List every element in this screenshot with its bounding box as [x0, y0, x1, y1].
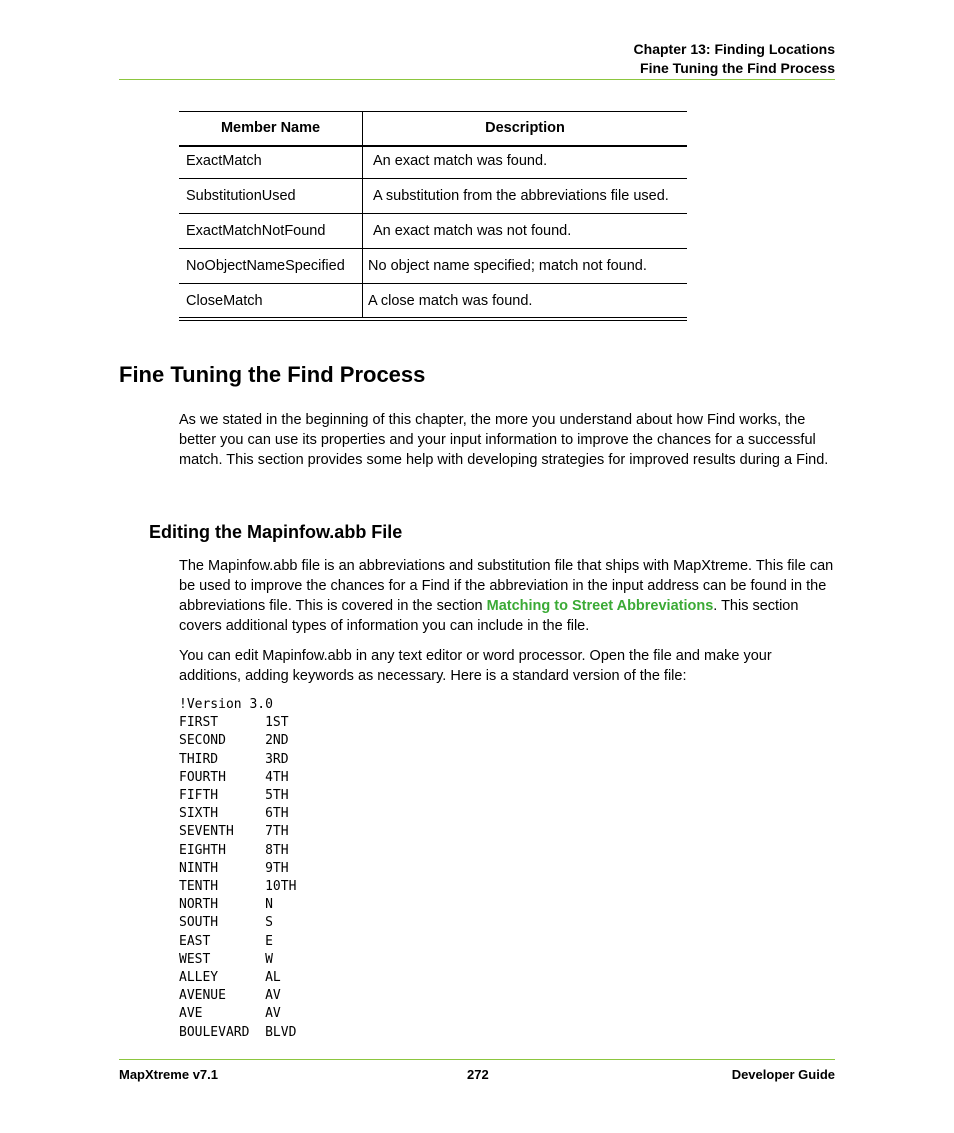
table-row — [179, 284, 687, 319]
table-bottom-border-double — [179, 320, 687, 321]
code-line: NINTH 9TH — [179, 860, 289, 876]
member-table — [179, 111, 687, 318]
table-bottom-border — [179, 317, 687, 318]
code-line: TENTH 10TH — [179, 879, 297, 895]
abb-file-text: The Mapinfow.abb file is an abbreviations and substitution file that ships with MapXtreme. This file can be used to improve the chances for a Find if the abbreviation in the input address can be found in the abbreviations file. This is covered in the section — [179, 558, 834, 614]
table-row — [179, 144, 687, 179]
running-header — [634, 40, 835, 78]
code-line: NORTH N — [179, 897, 273, 913]
member-name-cell: SubstitutionUsed — [179, 179, 363, 214]
description-cell: A close match was found. — [363, 284, 688, 319]
column-header-member-name: Member Name — [179, 111, 363, 144]
page-number: 272 — [467, 1067, 489, 1082]
description-cell: A substitution from the abbreviations file used. — [363, 179, 688, 214]
member-name-cell: NoObjectNameSpecified — [179, 249, 363, 284]
abbreviations-code-listing — [179, 696, 296, 1042]
footer-guide: Developer Guide — [731, 1067, 835, 1082]
code-line: EAST E — [179, 933, 273, 949]
abb-file-text-end: . This section covers additional types of information you can include in the file. — [179, 598, 799, 634]
code-line: BOULEVARD BLVD — [179, 1024, 297, 1040]
section-title: Fine Tuning the Find Process — [119, 362, 426, 387]
edit-file-paragraph: You can edit Mapinfow.abb in any text editor or word processor. Open the file and make your additions, adding keywords as necessary. Here is a standard version of the file: — [179, 648, 772, 684]
code-line: !Version 3.0 — [179, 697, 273, 712]
description-cell: An exact match was not found. — [363, 214, 688, 249]
column-header-description: Description — [485, 119, 565, 136]
header-section: Fine Tuning the Find Process — [640, 60, 835, 76]
member-name-cell: ExactMatch — [179, 144, 363, 179]
code-line: FIFTH 5TH — [179, 788, 289, 804]
abb-file-paragraph — [179, 556, 835, 636]
footer-product: MapXtreme v7.1 — [119, 1067, 218, 1082]
header-rule — [119, 79, 835, 80]
code-line: THIRD 3RD — [179, 751, 289, 767]
table-row — [179, 249, 687, 284]
table-row — [179, 214, 687, 249]
code-line: FIRST 1ST — [179, 715, 289, 731]
code-line: WEST W — [179, 951, 273, 967]
code-line: FOURTH 4TH — [179, 769, 289, 785]
description-cell: An exact match was found. — [373, 153, 548, 169]
code-line: ALLEY AL — [179, 970, 281, 986]
member-name-cell: CloseMatch — [179, 284, 363, 319]
header-chapter: Chapter 13: Finding Locations — [633, 41, 835, 57]
code-line: SOUTH S — [179, 915, 273, 931]
code-line: AVE AV — [179, 1006, 281, 1022]
member-name-cell: ExactMatchNotFound — [179, 214, 363, 249]
code-line: EIGHTH 8TH — [179, 842, 289, 858]
code-line: AVENUE AV — [179, 988, 281, 1004]
footer-rule — [119, 1059, 835, 1060]
table-row — [179, 179, 687, 214]
section-intro-paragraph: As we stated in the beginning of this chapter, the more you understand about how Find works, the better you can use its properties and your input information to improve the chances for a successful match. This section provides some help with developing strategies for improved results during a Find. — [179, 412, 829, 468]
code-line: SIXTH 6TH — [179, 806, 289, 822]
description-cell: No object name specified; match not found. — [363, 249, 688, 284]
code-line: SEVENTH 7TH — [179, 824, 289, 840]
subsection-title: Editing the Mapinfow.abb File — [149, 522, 403, 542]
street-abbreviations-link[interactable]: Matching to Street Abbreviations — [486, 598, 714, 614]
code-line: SECOND 2ND — [179, 733, 289, 749]
